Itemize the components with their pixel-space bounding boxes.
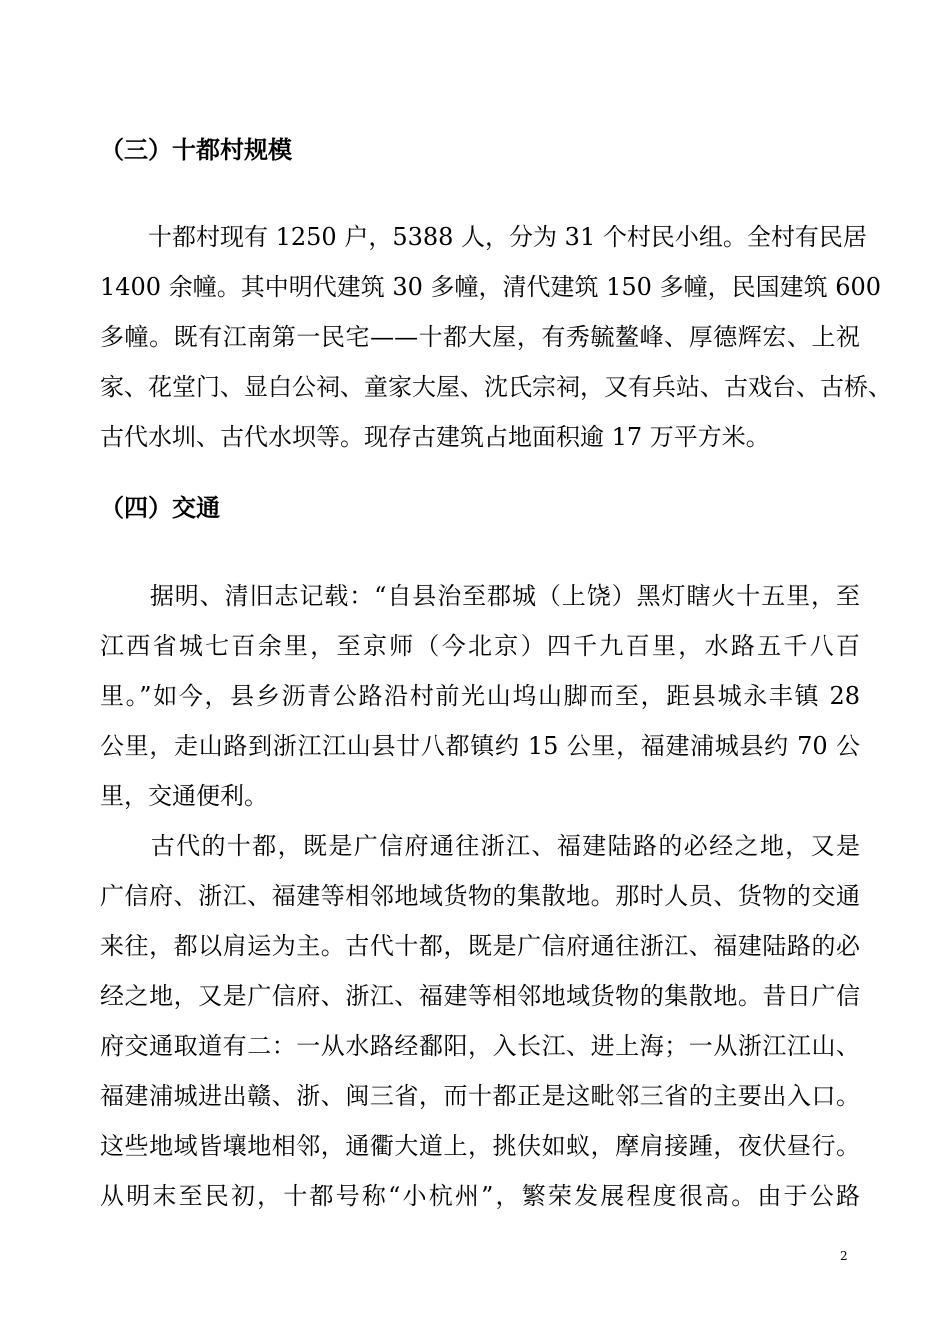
text-line: 府交通取道有二：一从水路经鄱阳，入长江、进上海；一从浙江江山、 (100, 1032, 860, 1060)
section-heading-scale: （三）十都村规模 (100, 136, 292, 164)
text-line: 十都村现有 1250 户，5388 人，分为 31 个村民小组。全村有民居 (100, 223, 867, 251)
text-line: 从明末至民初，十都号称“小杭州”，繁荣发展程度很高。由于公路 (100, 1182, 860, 1210)
text-line: 古代的十都，既是广信府通往浙江、福建陆路的必经之地，又是 (100, 832, 860, 860)
page-number: 2 (840, 1249, 848, 1263)
text-line: 家、花堂门、显白公祠、童家大屋、沈氏宗祠，又有兵站、古戏台、古桥、 (100, 373, 892, 401)
text-line: 经之地，又是广信府、浙江、福建等相邻地域货物的集散地。昔日广信 (100, 982, 860, 1010)
text-line: 里，交通便利。 (100, 782, 268, 810)
text-line: 这些地域皆壤地相邻，通衢大道上，挑伕如蚁，摩肩接踵，夜伏昼行。 (100, 1132, 860, 1160)
text-line: 1400 余幢。其中明代建筑 30 多幢，清代建筑 150 多幢，民国建筑 600 (100, 273, 882, 301)
text-line: 据明、清旧志记载：“自县治至郡城（上饶）黑灯瞎火十五里，至 (100, 582, 860, 610)
text-line: 福建浦城进出赣、浙、闽三省，而十都正是这毗邻三省的主要出入口。 (100, 1082, 860, 1110)
text-line: 多幢。既有江南第一民宅——十都大屋，有秀毓鳌峰、厚德辉宏、上祝 (100, 323, 860, 351)
text-line: 公里，走山路到浙江江山县廿八都镇约 15 公里，福建浦城县约 70 公 (100, 732, 860, 760)
text-line: 来往，都以肩运为主。古代十都，既是广信府通往浙江、福建陆路的必 (100, 932, 860, 960)
text-line: 江西省城七百余里，至京师（今北京）四千九百里，水路五千八百 (100, 632, 860, 660)
text-line: 广信府、浙江、福建等相邻地域货物的集散地。那时人员、货物的交通 (100, 882, 860, 910)
section-heading-transport: （四）交通 (100, 494, 220, 522)
paragraph-ancient-trade (100, 821, 860, 1221)
text-line: 古代水圳、古代水坝等。现存古建筑占地面积逾 17 万平方米。 (100, 423, 770, 451)
paragraph-old-records (100, 571, 860, 821)
text-line: 里。”如今，县乡沥青公路沿村前光山坞山脚而至，距县城永丰镇 28 (100, 682, 860, 710)
paragraph-village-scale (100, 212, 892, 462)
